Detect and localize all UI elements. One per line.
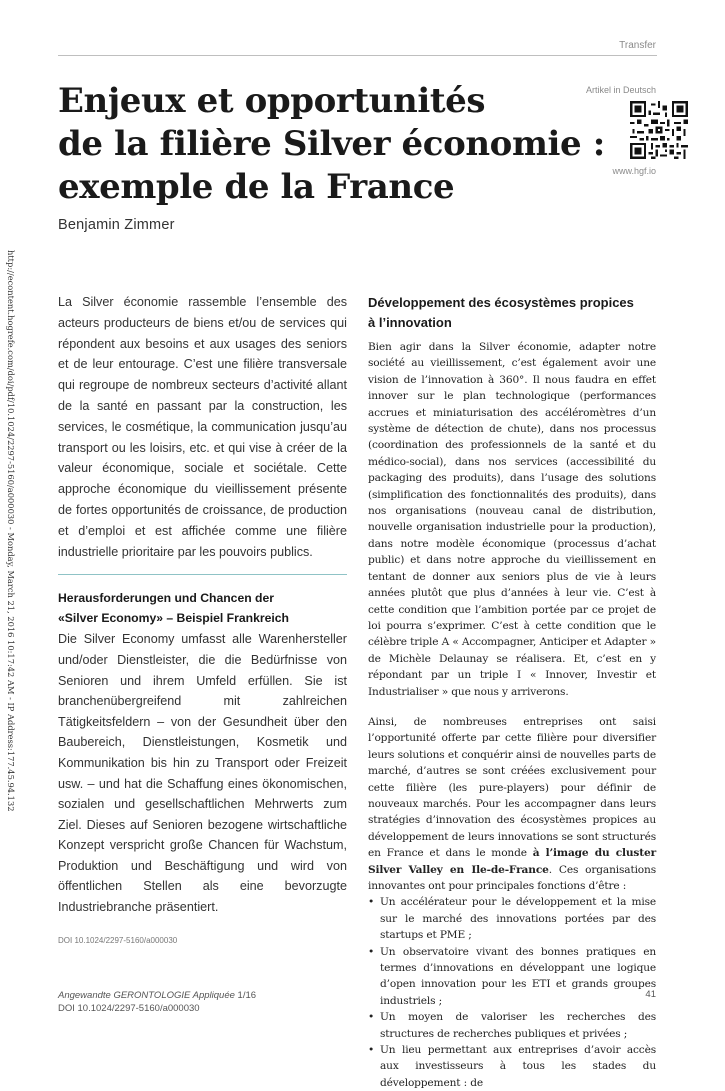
- abstract-german: Die Silver Economy umfasst alle Warenhersteller und/oder Dienstleister, die die Bedürfnisse von Senioren und ihrem Umfeld erfüllen. Sie ist branchenübergreifend mit zahlreichen Tätigkeitsfeldern – von der Gesundheit über den Baubereich, Dienstleistungen, Kosmetik und Kommunikation bis hin zu Transport oder Freizeit usw. – und hat die Schaffung eines ökonomischen, sozialen und gesellschaftlichen Mehrwerts zum Ziel. Dieses auf Senioren bezogene wirtschaftliche Konzept verspricht große Chancen für Wachstum, Produktion und Beschäftigung und wird von öffentlichen Stellen als eine bevorzugte Industriebranche präsentiert.: [58, 632, 347, 915]
- qr-link[interactable]: www.hgf.io: [612, 166, 656, 176]
- title-line: exemple de la France: [58, 167, 455, 207]
- abstract-french: La Silver économie rassemble l’ensemble des acteurs producteurs de biens et/ou de services qui répondent aux besoins et aux usages des seniors et de leur entourage. C’est une filière transversale qui regroupe de nombreux secteurs d’activité allant de la santé en passant par la construction, les services, le cosmétique, la communication jusqu’au transport ou les loisirs, etc. et qui vise à créer de la valeur économique, sociale et sociétale. Cette approche économique du vieillissement présente de fortes opportunités de croissance, de production et d’emploi et est affichée comme une filière industrielle prioritaire par les pouvoirs publics.: [58, 295, 347, 559]
- left-column: [58, 292, 347, 945]
- header-rule: [58, 55, 657, 56]
- list-item: • Un lieu permettant aux entreprises d’avoir accès aux investisseurs à tous les stades du développement : de: [368, 1042, 656, 1091]
- list-item: • Un observatoire vivant des bonnes pratiques en termes d’innovations en développant une logique d’open innovation pour les ETI et grands groupes industriels ;: [368, 944, 656, 1010]
- title-line: Enjeux et opportunités: [58, 81, 486, 121]
- footer-doi: DOI 10.1024/2297-5160/a000030: [58, 1003, 200, 1014]
- right-column: [368, 293, 656, 1091]
- list-item: • Un accélérateur pour le développement et la mise sur le marché des innovations portées par des startups et PME ;: [368, 894, 656, 943]
- article-title: [58, 80, 605, 209]
- section-heading: [368, 293, 656, 333]
- download-stamp: [6, 250, 18, 812]
- author-name: Benjamin Zimmer: [58, 217, 175, 233]
- journal-name: Angewandte GERONTOLOGIE Appliquée: [58, 990, 235, 1001]
- function-list: [368, 894, 656, 1091]
- title-line: de la filière Silver économie :: [58, 124, 605, 164]
- page-number: 41: [645, 989, 656, 1000]
- qr-caption: Artikel in Deutsch: [585, 85, 656, 95]
- abstract-german-heading: [58, 589, 347, 628]
- heading-line: Herausforderungen und Chancen der: [58, 591, 275, 606]
- body-text-bold: à l’image du cluster Silver Valley en Ile-de-France: [368, 847, 657, 876]
- heading-line: à l’innovation: [368, 315, 452, 330]
- journal-issue: 1/16: [234, 990, 257, 1001]
- body-paragraph: [368, 714, 656, 894]
- download-stamp-text: http://econtent.hogrefe.com/doi/pdf/10.1024/2297-5160/a000030 - Monday, March 21, 2016 10:17:42 AM - IP Address:177.45.94.132: [6, 250, 16, 812]
- footer-journal: [58, 989, 256, 1015]
- abstract-divider: [58, 574, 347, 575]
- section-label: Transfer: [619, 40, 656, 51]
- heading-line: Développement des écosystèmes propices: [368, 295, 634, 310]
- list-item: • Un moyen de valoriser les recherches des structures de recherches publiques et privées ;: [368, 1009, 656, 1042]
- body-text: Ainsi, de nombreuses entreprises ont saisi l’opportunité offerte par cette filière pour diversifier leurs solutions et conquérir ainsi de nouvelles parts de marché, d’autres se sont créées exclusivement pour cette filière (les pure-players) pour définir de nouveaux marchés. Pour les accompagner dans leurs stratégies d’innovation des écosystèmes propices au développement de leurs innovations se sont structurés en France et dans le monde: [368, 715, 656, 860]
- abstract-doi: DOI 10.1024/2297-5160/a000030: [58, 935, 178, 945]
- body-text: . Ces organisations innovantes ont pour principales fonctions d’être :: [368, 863, 656, 892]
- heading-line: «Silver Economy» – Beispiel Frankreich: [58, 610, 289, 625]
- body-paragraph: Bien agir dans la Silver économie, adapter notre société au vieillissement, c’est également avoir une vision de l’innovation à 360°. Il nous faudra en effet innover sur le plan technologique (performances accrues et miniaturisation des accéléromètres d’un système de détection de chute), dans nos processus (coordination des professionnels de la santé et du médico-social), dans nos services (accessibilité du packaging des produits), dans l’usage des solutions (simplification des fonctionnalités des produits), dans nos organisations (nouveau canal de distribution, nouvelle organisation industrielle pour la production), dans notre modèle économique (processus d’achat public) et dans notre approche du vieillissement en tentant de donner aux seniors plus de vie à leurs années plutôt que plus d’années à leur vie. C’est à cette condition que l’ambition portée par ce projet de loi pourra s’exprimer. C’est à cette condition que le célèbre triple A « Accompagner, Anticiper et Adapter » de Michèle Delaunay se réalisera. Et, c’est en y répondant par un triple I « Innover, Investir et Industrialiser » que nous y arriverons.: [368, 341, 656, 698]
- qr-code-icon[interactable]: [630, 101, 688, 159]
